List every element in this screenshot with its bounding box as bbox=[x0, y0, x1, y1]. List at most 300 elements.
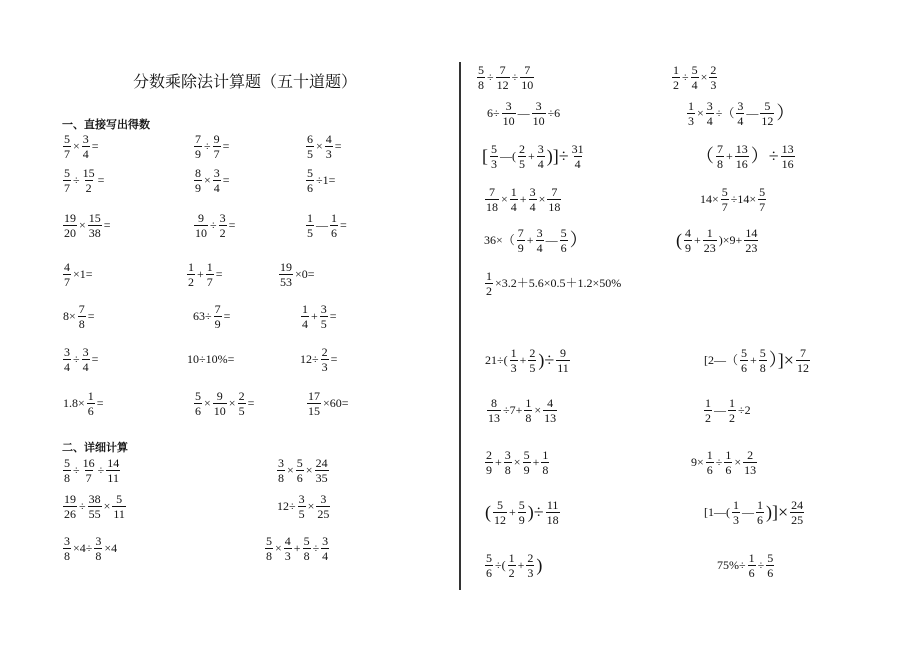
fraction bbox=[303, 535, 311, 562]
math-problem bbox=[276, 455, 330, 485]
numerator: 5 bbox=[764, 98, 771, 113]
math-problem bbox=[62, 491, 127, 521]
numerator: 11 bbox=[546, 497, 559, 512]
math-problem bbox=[62, 165, 105, 195]
denominator: 6 bbox=[307, 180, 313, 195]
numerator: 5 bbox=[296, 455, 303, 470]
numerator: 17 bbox=[308, 388, 320, 403]
numerator: 1 bbox=[87, 388, 94, 403]
numerator: 3 bbox=[82, 344, 89, 359]
numerator: 3 bbox=[504, 447, 511, 462]
denominator: 3 bbox=[710, 77, 717, 92]
fraction bbox=[306, 133, 314, 160]
denominator: 4 bbox=[574, 156, 581, 171]
operator-text: + bbox=[526, 233, 534, 247]
fraction bbox=[744, 227, 758, 254]
denominator: 2 bbox=[486, 283, 492, 298]
operator-text: ） bbox=[569, 230, 588, 250]
denominator: 18 bbox=[486, 199, 498, 214]
numerator: 5 bbox=[497, 497, 503, 512]
denominator: 7 bbox=[64, 274, 70, 289]
numerator: 2 bbox=[710, 62, 717, 77]
math-problem bbox=[192, 301, 231, 331]
denominator: 23 bbox=[703, 240, 716, 255]
operator-text: )÷ bbox=[527, 502, 544, 522]
numerator: 3 bbox=[529, 184, 536, 199]
fraction bbox=[82, 167, 96, 194]
math-problem bbox=[193, 388, 255, 418]
fraction bbox=[279, 261, 293, 288]
fraction bbox=[537, 143, 545, 170]
fraction bbox=[706, 449, 714, 476]
fraction bbox=[546, 499, 560, 526]
fraction bbox=[756, 499, 764, 526]
math-problem bbox=[62, 455, 121, 485]
operator-text: ( bbox=[676, 230, 682, 250]
denominator: 13 bbox=[744, 462, 757, 477]
numerator: 3 bbox=[537, 141, 544, 156]
numerator: 3 bbox=[64, 533, 70, 548]
math-problem bbox=[299, 344, 338, 374]
operator-text: = bbox=[87, 309, 95, 323]
fraction bbox=[728, 397, 736, 424]
numerator: 1 bbox=[542, 447, 549, 462]
fraction bbox=[187, 261, 195, 288]
fraction bbox=[691, 64, 699, 91]
denominator: 10 bbox=[532, 113, 545, 128]
numerator: 8 bbox=[491, 395, 497, 410]
operator-text: × bbox=[513, 455, 521, 469]
denominator: 6 bbox=[560, 240, 567, 255]
numerator: 19 bbox=[64, 210, 76, 225]
denominator: 6 bbox=[767, 565, 774, 580]
fraction bbox=[63, 133, 71, 160]
denominator: 9 bbox=[685, 240, 691, 255]
fraction bbox=[556, 347, 570, 374]
numerator: 13 bbox=[781, 141, 794, 156]
operator-text: ） bbox=[776, 103, 795, 123]
fraction bbox=[94, 535, 102, 562]
operator-text: 12÷ bbox=[277, 499, 296, 513]
denominator: 9 bbox=[214, 316, 221, 331]
denominator: 10 bbox=[195, 225, 207, 240]
fraction bbox=[490, 143, 498, 170]
denominator: 4 bbox=[82, 359, 89, 374]
fraction bbox=[508, 552, 516, 579]
operator-text: 9× bbox=[691, 455, 704, 469]
fraction bbox=[743, 449, 757, 476]
denominator: 5 bbox=[320, 316, 327, 331]
math-problem bbox=[62, 388, 105, 418]
fraction bbox=[520, 64, 534, 91]
operator-text: + bbox=[528, 149, 535, 163]
fraction bbox=[88, 493, 102, 520]
numerator: 1 bbox=[725, 447, 732, 462]
operator-text: ÷ bbox=[204, 139, 211, 153]
math-problem bbox=[62, 131, 100, 161]
numerator: 7 bbox=[524, 62, 531, 77]
operator-text: （ bbox=[696, 146, 714, 166]
numerator: 13 bbox=[735, 141, 748, 156]
fraction bbox=[493, 499, 507, 526]
operator-text: + bbox=[197, 267, 204, 281]
denominator: 7 bbox=[85, 470, 92, 485]
numerator: 9 bbox=[213, 131, 220, 146]
numerator: 16 bbox=[82, 455, 95, 470]
numerator: 1 bbox=[510, 184, 517, 199]
fraction bbox=[528, 347, 536, 374]
numerator: 5 bbox=[759, 345, 766, 360]
denominator: 4 bbox=[322, 548, 329, 563]
numerator: 15 bbox=[82, 165, 95, 180]
operator-text: ×3.2＋5.6×0.5＋1.2×50% bbox=[495, 276, 622, 290]
operator-text: ×4 bbox=[104, 541, 118, 555]
numerator: 3 bbox=[298, 491, 305, 506]
denominator: 8 bbox=[504, 462, 511, 477]
operator-text: — bbox=[517, 106, 530, 120]
math-problem bbox=[62, 533, 118, 563]
denominator: 53 bbox=[280, 274, 292, 289]
denominator: 2 bbox=[85, 180, 92, 195]
math-problem bbox=[716, 550, 775, 580]
math-problem bbox=[481, 141, 586, 171]
denominator: 16 bbox=[735, 156, 748, 171]
numerator: 1 bbox=[706, 447, 713, 462]
fraction bbox=[724, 449, 732, 476]
numerator: 5 bbox=[195, 388, 201, 403]
denominator: 6 bbox=[741, 360, 747, 375]
numerator: 5 bbox=[741, 345, 747, 360]
fraction bbox=[330, 212, 338, 239]
operator-text: ( bbox=[485, 502, 491, 522]
math-problem bbox=[193, 131, 230, 161]
operator-text: × bbox=[697, 106, 704, 120]
numerator: 1 bbox=[508, 550, 515, 565]
fraction bbox=[760, 100, 774, 127]
fraction bbox=[485, 552, 493, 579]
numerator: 3 bbox=[278, 455, 284, 470]
numerator: 5 bbox=[64, 455, 70, 470]
fraction bbox=[63, 261, 71, 288]
operator-text: × bbox=[79, 218, 86, 232]
denominator: 9 bbox=[518, 512, 525, 527]
denominator: 4 bbox=[213, 180, 220, 195]
operator-text: × bbox=[734, 455, 742, 469]
numerator: 24 bbox=[791, 497, 804, 512]
denominator: 5 bbox=[307, 146, 313, 161]
denominator: 9 bbox=[517, 240, 524, 255]
denominator: 13 bbox=[488, 410, 500, 425]
math-problem bbox=[703, 345, 811, 375]
operator-text: ÷ bbox=[73, 352, 80, 366]
numerator: 4 bbox=[685, 225, 691, 240]
operator-text: = bbox=[222, 173, 230, 187]
fraction bbox=[320, 303, 328, 330]
numerator: 5 bbox=[116, 491, 123, 506]
fraction bbox=[735, 143, 749, 170]
denominator: 4 bbox=[82, 146, 89, 161]
numerator: 1 bbox=[748, 550, 755, 565]
numerator: 8 bbox=[195, 165, 201, 180]
denominator: 8 bbox=[759, 360, 766, 375]
denominator: 4 bbox=[536, 240, 543, 255]
fraction bbox=[759, 347, 767, 374]
numerator: 19 bbox=[280, 259, 292, 274]
denominator: 8 bbox=[542, 462, 549, 477]
denominator: 9 bbox=[486, 462, 492, 477]
numerator: 15 bbox=[88, 210, 101, 225]
operator-text: + bbox=[726, 149, 733, 163]
fraction bbox=[87, 390, 95, 417]
numerator: 2 bbox=[529, 345, 536, 360]
fraction bbox=[687, 100, 695, 127]
denominator: 6 bbox=[296, 470, 303, 485]
denominator: 7 bbox=[206, 274, 213, 289]
denominator: 10 bbox=[521, 77, 534, 92]
numerator: 2 bbox=[747, 447, 754, 462]
numerator: 7 bbox=[551, 184, 558, 199]
fraction bbox=[213, 390, 227, 417]
operator-text: ÷ bbox=[79, 499, 86, 513]
operator-text: — bbox=[746, 106, 759, 120]
numerator: 14 bbox=[107, 455, 120, 470]
operator-text: ÷ bbox=[73, 463, 80, 477]
fraction bbox=[485, 449, 493, 476]
numerator: 1 bbox=[206, 259, 213, 274]
math-problem bbox=[264, 533, 330, 563]
numerator: 1 bbox=[705, 395, 711, 410]
operator-text: + bbox=[532, 455, 540, 469]
denominator: 10 bbox=[502, 113, 515, 128]
denominator: 6 bbox=[725, 462, 732, 477]
denominator: 6 bbox=[331, 225, 337, 240]
denominator: 4 bbox=[510, 199, 517, 214]
numerator: 3 bbox=[737, 98, 744, 113]
section-heading-direct: 一、直接写出得数 bbox=[62, 118, 150, 131]
math-problem bbox=[483, 225, 589, 255]
operator-text: ）÷ bbox=[750, 146, 779, 166]
page-title: 分数乘除法计算题（五十道题） bbox=[133, 72, 358, 91]
section-heading-detailed: 二、详细计算 bbox=[62, 441, 128, 454]
numerator: 6 bbox=[307, 131, 313, 146]
denominator: 7 bbox=[721, 199, 728, 214]
operator-text: × bbox=[73, 139, 80, 153]
denominator: 10 bbox=[213, 403, 226, 418]
fraction bbox=[63, 346, 71, 373]
operator-text: ÷ bbox=[682, 70, 689, 84]
numerator: 1 bbox=[525, 395, 532, 410]
fraction bbox=[63, 493, 77, 520]
fraction bbox=[518, 499, 526, 526]
fraction bbox=[532, 100, 546, 127]
numerator: 7 bbox=[499, 62, 506, 77]
operator-text: × bbox=[275, 541, 282, 555]
fraction bbox=[709, 64, 717, 91]
operator-text: = bbox=[223, 309, 231, 323]
numerator: 1 bbox=[302, 301, 308, 316]
operator-text: 8× bbox=[63, 309, 76, 323]
operator-text: ÷2 bbox=[738, 403, 751, 417]
math-problem bbox=[278, 259, 316, 289]
math-problem bbox=[193, 210, 236, 240]
fraction bbox=[487, 397, 501, 424]
fraction bbox=[296, 457, 304, 484]
fraction bbox=[721, 186, 729, 213]
denominator: 3 bbox=[321, 359, 328, 374]
fraction bbox=[766, 552, 774, 579]
operator-text: ÷7+ bbox=[503, 403, 523, 417]
numerator: 5 bbox=[523, 447, 530, 462]
operator-text: ÷（ bbox=[715, 106, 735, 120]
denominator: 5 bbox=[307, 225, 313, 240]
fraction bbox=[321, 535, 329, 562]
denominator: 3 bbox=[510, 360, 517, 375]
denominator: 4 bbox=[737, 113, 744, 128]
operator-text: = bbox=[91, 352, 99, 366]
numerator: 1 bbox=[757, 497, 763, 512]
numerator: 3 bbox=[213, 165, 220, 180]
numerator: 5 bbox=[64, 131, 70, 146]
operator-text: + bbox=[495, 455, 502, 469]
operator-text: = bbox=[96, 396, 104, 410]
operator-text: ÷ bbox=[97, 463, 105, 477]
denominator: 12 bbox=[496, 77, 509, 92]
operator-text: ÷ bbox=[312, 541, 320, 555]
fraction bbox=[238, 390, 246, 417]
fraction bbox=[63, 535, 71, 562]
fraction bbox=[219, 212, 227, 239]
operator-text: × bbox=[538, 192, 546, 206]
fraction bbox=[529, 186, 537, 213]
operator-text: + bbox=[519, 353, 527, 367]
numerator: 1 bbox=[733, 497, 739, 512]
operator-text: + bbox=[750, 353, 757, 367]
numerator: 7 bbox=[489, 184, 495, 199]
denominator: 6 bbox=[486, 565, 492, 580]
numerator: 4 bbox=[284, 533, 291, 548]
numerator: 7 bbox=[195, 131, 201, 146]
numerator: 3 bbox=[219, 210, 226, 225]
denominator: 2 bbox=[729, 410, 735, 425]
denominator: 55 bbox=[88, 506, 101, 521]
denominator: 2 bbox=[508, 565, 515, 580]
operator-text: ÷6 bbox=[547, 106, 561, 120]
numerator: 4 bbox=[547, 395, 554, 410]
denominator: 6 bbox=[87, 403, 94, 418]
operator-text: ÷ bbox=[487, 70, 494, 84]
numerator: 3 bbox=[320, 491, 327, 506]
numerator: 31 bbox=[571, 141, 584, 156]
fraction bbox=[547, 186, 561, 213]
math-problem bbox=[695, 141, 796, 171]
numerator: 1 bbox=[729, 395, 735, 410]
operator-text: ÷14× bbox=[730, 192, 757, 206]
fraction bbox=[214, 303, 222, 330]
numerator: 1 bbox=[510, 345, 517, 360]
numerator: 3 bbox=[322, 533, 329, 548]
math-problem bbox=[484, 268, 622, 298]
fraction bbox=[740, 347, 748, 374]
math-problem bbox=[62, 344, 99, 374]
numerator: 5 bbox=[560, 225, 567, 240]
fraction bbox=[672, 64, 680, 91]
denominator: 12 bbox=[494, 512, 506, 527]
operator-text: 6÷ bbox=[487, 106, 500, 120]
math-problem bbox=[186, 259, 224, 289]
operator-text: ×4÷ bbox=[73, 541, 93, 555]
math-problem bbox=[686, 98, 795, 128]
math-problem bbox=[193, 165, 231, 195]
operator-text: + bbox=[509, 505, 516, 519]
fraction bbox=[194, 390, 202, 417]
operator-text: = bbox=[329, 309, 337, 323]
denominator: 4 bbox=[64, 359, 70, 374]
operator-text: × bbox=[534, 403, 542, 417]
denominator: 8 bbox=[478, 77, 484, 92]
fraction bbox=[306, 167, 314, 194]
fraction bbox=[306, 212, 314, 239]
numerator: 24 bbox=[315, 455, 328, 470]
operator-text: 75%÷ bbox=[717, 558, 746, 572]
math-problem bbox=[671, 62, 718, 92]
operator-text: = bbox=[91, 139, 99, 153]
fraction bbox=[277, 457, 285, 484]
operator-text: + bbox=[517, 558, 525, 572]
numerator: 19 bbox=[64, 491, 76, 506]
operator-text: —( bbox=[500, 149, 516, 163]
numerator: 4 bbox=[325, 131, 332, 146]
operator-text: 12÷ bbox=[300, 352, 319, 366]
numerator: 3 bbox=[536, 225, 543, 240]
operator-text: × bbox=[501, 192, 508, 206]
fraction bbox=[485, 186, 499, 213]
operator-text: = bbox=[334, 139, 342, 153]
fraction bbox=[82, 457, 96, 484]
math-problem bbox=[300, 301, 338, 331]
numerator: 5 bbox=[767, 550, 774, 565]
numerator: 3 bbox=[64, 344, 70, 359]
fraction bbox=[63, 212, 77, 239]
fraction bbox=[517, 227, 525, 254]
numerator: 5 bbox=[64, 165, 70, 180]
fraction bbox=[112, 493, 126, 520]
operator-text: = bbox=[247, 396, 255, 410]
operator-text: × bbox=[228, 396, 236, 410]
denominator: 11 bbox=[107, 470, 119, 485]
math-problem bbox=[484, 345, 571, 375]
numerator: 1 bbox=[331, 210, 337, 225]
math-problem bbox=[484, 447, 550, 477]
operator-text: + bbox=[694, 233, 701, 247]
denominator: 6 bbox=[757, 512, 763, 527]
fraction bbox=[496, 64, 510, 91]
fraction bbox=[781, 143, 795, 170]
numerator: 5 bbox=[691, 62, 698, 77]
column-divider bbox=[459, 62, 461, 590]
fraction bbox=[796, 347, 810, 374]
fraction bbox=[560, 227, 568, 254]
operator-text: — bbox=[742, 505, 754, 519]
fraction bbox=[325, 133, 333, 160]
fraction bbox=[704, 397, 712, 424]
fraction bbox=[298, 493, 306, 520]
math-problem bbox=[306, 388, 350, 418]
numerator: 3 bbox=[82, 131, 89, 146]
fraction bbox=[78, 303, 86, 330]
denominator: 12 bbox=[761, 113, 774, 128]
denominator: 25 bbox=[791, 512, 804, 527]
math-problem bbox=[484, 550, 543, 580]
